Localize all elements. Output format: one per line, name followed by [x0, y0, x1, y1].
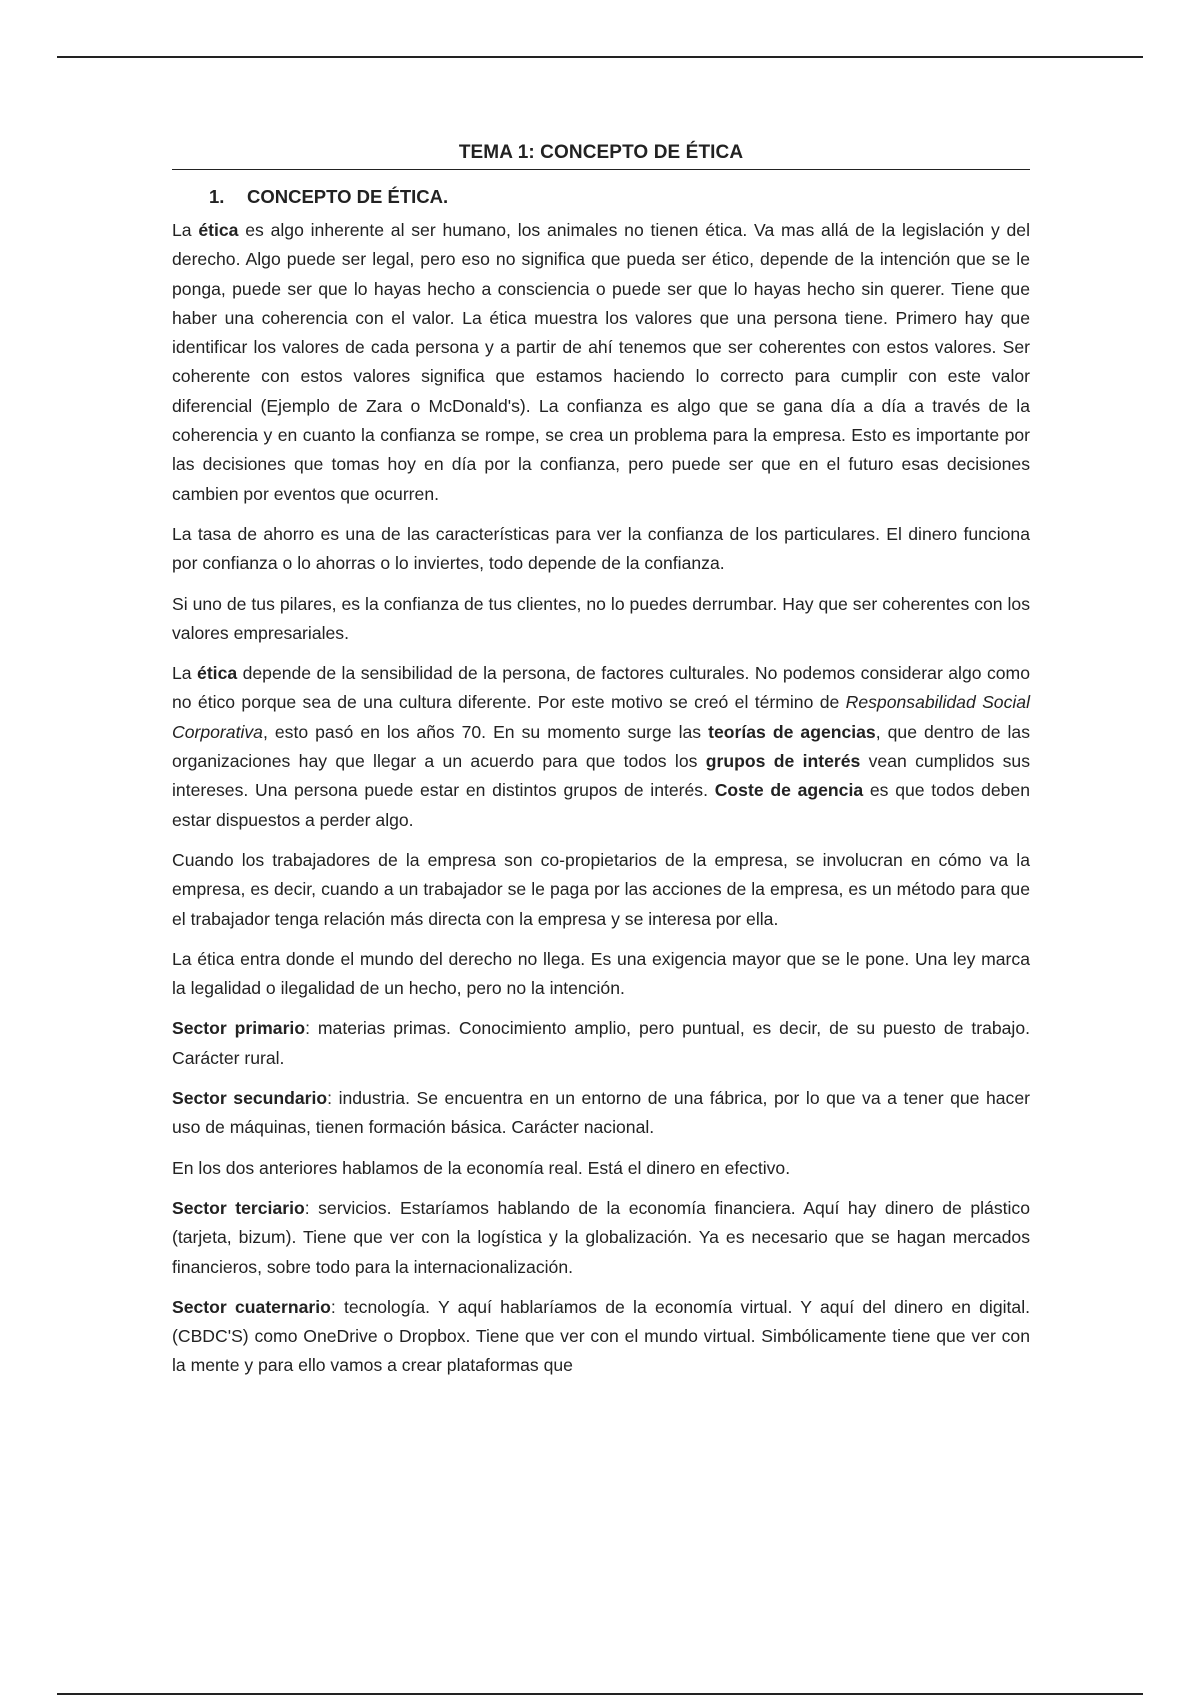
paragraph-economia-real: En los dos anteriores hablamos de la economía real. Está el dinero en efectivo.: [172, 1157, 791, 1178]
paragraph-sector-terciario: Sector terciario: servicios. Estaríamos hablando de la economía financiera. Aquí hay dinero de plástico (tarjeta, bizum). Tiene que ver con la logística y la globalización. Ya es necesario que se hagan mercados financieros, sobre todo para la internacionalización.: [172, 1197, 1030, 1277]
page-footer-rule: [57, 1693, 1143, 1695]
bold-term: Sector cuaternario: [172, 1296, 331, 1317]
section-heading: [172, 186, 1030, 208]
bold-term: Sector primario: [172, 1018, 306, 1039]
paragraph-sector-secundario: Sector secundario: industria. Se encuentra en un entorno de una fábrica, por lo que va a tener que hacer uso de máquinas, tienen formación básica. Carácter nacional.: [172, 1088, 1030, 1138]
paragraph-etica-intro: La ética es algo inherente al ser humano, los animales no tienen ética. Va mas allá de la legislación y del derecho. Algo puede ser legal, pero eso no significa que pueda ser ético, depende de la intención que se le ponga, puede ser que lo hayas hecho a consciencia o puede ser que lo hayas hecho sin querer. Tiene que haber una coherencia con el valor. La ética muestra los valores que una persona tiene. Primero hay que identificar los valores de cada persona y a partir de ahí tenemos que ser coherentes con estos valores. Ser coherente con estos valores significa que estamos haciendo lo correcto para cumplir con este valor diferencial (Ejemplo de Zara o McDonald's). La confianza es algo que se gana día a día a través de la coherencia y en cuanto la confianza se rompe, se crea un problema para la empresa. Esto es importante por las decisiones que tomas hoy en día por la confianza, pero puede ser que en el futuro esas decisiones cambien por eventos que ocurren.: [172, 220, 1031, 504]
document-title: TEMA 1: CONCEPTO DE ÉTICA: [172, 142, 1030, 170]
paragraph-trabajadores: Cuando los trabajadores de la empresa son co-propietarios de la empresa, se involucran en cómo va la empresa, es decir, cuando a un trabajador se le paga por las acciones de la empresa, es un método para que el trabajador tenga relación más directa con la empresa y se interesa por ella.: [172, 849, 1030, 929]
paragraph-etica-derecho: La ética entra donde el mundo del derecho no llega. Es una exigencia mayor que se le pone. Una ley marca la legalidad o ilegalidad de un hecho, pero no la intención.: [172, 948, 1030, 999]
section-number: 1.: [209, 186, 225, 207]
page-header-rule: [57, 56, 1143, 58]
paragraph-sector-primario: Sector primario: materias primas. Conocimiento amplio, pero puntual, es decir, de su puesto de trabajo. Carácter rural.: [172, 1018, 1031, 1068]
paragraph-pilares: Si uno de tus pilares, es la confianza de tus clientes, no lo puedes derrumbar. Hay que ser coherentes con los valores empresariales.: [172, 593, 1030, 643]
bold-term: Coste de agencia: [714, 780, 864, 801]
paragraph-etica-cultural: La ética depende de la sensibilidad de la persona, de factores culturales. No podemos considerar algo como no ético porque sea de una cultura diferente. Por este motivo se creó el término de Responsabilidad Social Corporativa, esto pasó en los años 70. En su momento surge las teorías de agencias, que dentro de las organizaciones hay que llegar a un acuerdo para que todos los grupos de interés vean cumplidos sus intereses. Una persona puede estar en distintos grupos de interés. Coste de agencia es que todos deben estar dispuestos a perder algo.: [172, 663, 1031, 830]
bold-term: ética: [197, 663, 238, 684]
bold-term: ética: [198, 220, 239, 240]
italic-term: Responsabilidad Social Corporativa: [172, 692, 1030, 742]
bold-term: teorías de agencias: [708, 721, 876, 742]
paragraph-tasa-ahorro: La tasa de ahorro es una de las características para ver la confianza de los particulares. El dinero funciona por confianza o lo ahorras o lo inviertes, todo depende de la confianza.: [172, 523, 1030, 574]
section-label: CONCEPTO DE ÉTICA.: [247, 186, 449, 207]
paragraph-sector-cuaternario: Sector cuaternario: tecnología. Y aquí hablaríamos de la economía virtual. Y aquí del dinero en digital. (CBDC'S) como OneDrive o Dropbox. Tiene que ver con el mundo virtual. Simbólicamente tiene que ver con la mente y para ello vamos a crear plataformas que: [172, 1296, 1031, 1376]
document-body: [172, 142, 1030, 1392]
bold-term: Sector terciario: [172, 1197, 305, 1218]
bold-term: Sector secundario: [172, 1088, 328, 1109]
bold-term: grupos de interés: [705, 751, 861, 772]
